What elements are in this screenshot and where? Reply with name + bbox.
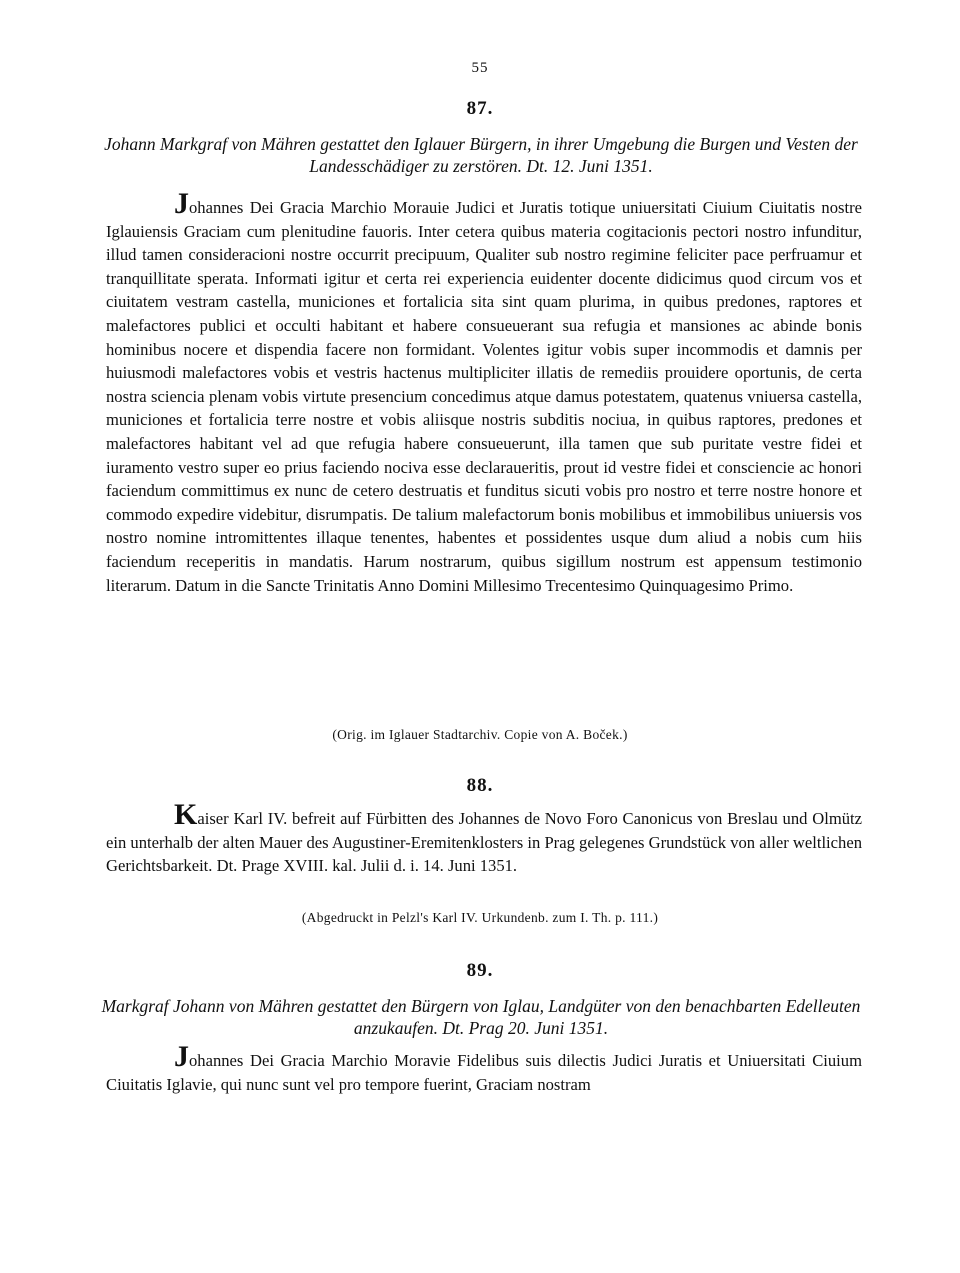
- page-number: 55: [471, 60, 489, 76]
- initial-letter: J: [174, 187, 189, 220]
- document-text-89: [106, 1040, 862, 1096]
- document-body-89: [106, 1040, 862, 1096]
- document-body-87: [106, 187, 862, 597]
- document-number-87: 87.: [466, 98, 494, 119]
- document-body-88: [106, 798, 862, 878]
- document-number-88: 88.: [466, 775, 494, 796]
- source-note-88: (Abgedruckt in Pelzl's Karl IV. Urkundenb. zum I. Th. p. 111.): [301, 910, 659, 925]
- document-heading-89: Markgraf Johann von Mähren gestattet den Bürgern von Iglau, Landgüter von den benachbarten Edelleuten anzukaufen. Dt. Prag 20. Juni 1351.: [101, 996, 861, 1038]
- document-text-88-content: aiser Karl IV. befreit auf Fürbitten des Johannes de Novo Foro Canonicus von Breslau und Olmütz ein unterhalb der alten Mauer des Augustiner-Eremitenklosters in Prag gelegenes Grundstück von aller weltlichen Gerichtsbarkeit. Dt. Prage XVIII. kal. Julii d. i. 14. Juni 1351.: [106, 809, 862, 876]
- document-number-89: 89.: [466, 960, 494, 981]
- initial-letter: K: [174, 798, 198, 831]
- source-note-87: (Orig. im Iglauer Stadtarchiv. Copie von A. Boček.): [332, 727, 628, 742]
- document-text-88: [106, 798, 862, 878]
- document-text-87-content: ohannes Dei Gracia Marchio Morauie Judici et Juratis totique uniuersitati Ciuium Ciuitatis nostre Iglauiensis Graciam cum plenitudine fauoris. Inter cetera quibus materia cogitacionis pectori nostro infunditur, illud tamen consideracioni nostre occurrit precipuum, Qualiter sub nostro regimine feliciter pace perfruamur et tranquillitate sperata. Informati igitur et certa rei experiencia euidenter docente didicimus quod circum vos et ciuitatem vestram castella, municiones et fortalicia sita sint quam plurima, in quibus predones, raptores et malefactores publici et occulti habitant et habere consueuerant sua refugia et mansiones ac abinde bonis hominibus nocere et dispendia facere non formidant. Volentes igitur vobis super incommodis et damnis per huiusmodi malefactores vobis et vestris hactenus multipliciter illatis de remediis prouidere oportunis, de certa nostra sciencia plenam vobis virtute presencium concedimus atque damus potestatem, quatenus vniuersa castella, municiones et fortalicia terre nostre et vobis aliisque nostris subditis nociua, in quibus raptores, predones et malefactores habitant vel ad que refugia habere consueuerunt, illa tamen que sub puritate vestre fidei et iuramento vestro super eo prius faciendo nociva esse declaraueritis, prout id vestre fidei et consciencie ac honori faciendum committimus ex nunc de cetero destruatis et funditus sicuti vobis pro nostro et terre nostre honore et commodo expedire videbitur, disrumpatis. De talium malefactorum bonis mobilibus et immobilibus uniuersis vos nostro nomine intromittentes illaque tenentes, habentes et possidentes usque dum aliud a nobis cum hiis faciendum receperitis in mandatis. Harum nostrarum, quibus sigillum nostrum est appensum testimonio literarum. Datum in die Sancte Trinitatis Anno Domini Millesimo Trecentesimo Quinquagesimo Primo.: [106, 198, 862, 595]
- document-heading-87: Johann Markgraf von Mähren gestattet den Iglauer Bürgern, in ihrer Umgebung die Burgen und Vesten der Landesschädiger zu zerstören. Dt. 12. Juni 1351.: [104, 134, 858, 176]
- initial-letter: J: [174, 1040, 189, 1073]
- document-text-89-content: ohannes Dei Gracia Marchio Moravie Fidelibus suis dilectis Judici Juratis et Uniuersitati Ciuium Ciuitatis Iglavie, qui nunc sunt vel pro tempore fuerint, Graciam nostram: [106, 1051, 862, 1094]
- document-text-87: [106, 187, 862, 597]
